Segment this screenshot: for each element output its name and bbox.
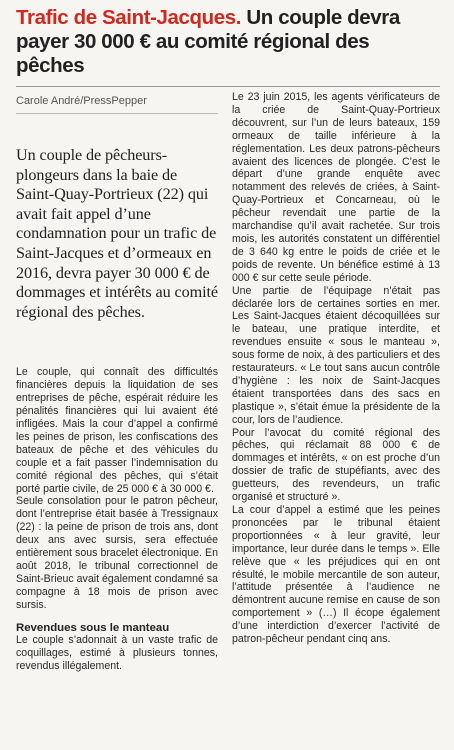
article-columns xyxy=(16,91,440,673)
right-paragraph-1: Le 23 juin 2015, les agents vérificateurs de la criée de Saint-Quay-Portrieux découvrent, sur l’un de leurs bateaux, 159 ormeaux de taille inférieure à la réglementation. Les deux patrons-pêcheurs avaient des licences de plongée. C’est le départ d’une grande enquête avec notamment des relevés de criées, à Saint-Quay-Portrieux et Concarneau, où le pêcheur revendait une partie de la marchandise qu’il avait rachetée. Sur trois mois, les autorités constatent un différentiel de 3 640 kg entre le poids de criée et le poids de revente. Un bénéfice estimé à 13 000 € sur cette seule période. xyxy=(232,91,440,284)
subheading: Revendues sous le manteau xyxy=(16,621,170,634)
lead-paragraph: Un couple de pêcheurs-plongeurs dans la baie de Saint-Quay-Portrieux (22) qui avait fait appel d’une condamnation pour un trafic de Saint-Jacques et d’ormeaux en 2016, devra payer 30 000 € de dommages et intérêts au comité régional des pêches. xyxy=(16,146,218,321)
byline: Carole André/PressPepper xyxy=(16,91,218,114)
headline xyxy=(16,6,440,78)
right-paragraph-2: Une partie de l’équipage n’était pas déclarée lors de certaines sorties en mer. Les Saint-Jacques étaient décoquillées sur le bateau, une pratique interdite, et revendues ensuite « sous le manteau », sous forme de noix, à des particuliers et des restaurateurs. « Le tout sans aucun contrôle d’hygiène : les noix de Saint-Jacques étaient transportées dans des sacs en plastique », s’était émue la présidente de la cour, lors de l’audience. xyxy=(232,284,440,426)
right-paragraph-4: La cour d’appel a estimé que les peines prononcées par le tribunal étaient proportionnées « à leur gravité, leur importance, leur durée dans le temps ». Elle relève que « les préjudices qui en ont résulté, le mobile mercantile de son auteur, l’attitude présentée à l’audience ne démontrent aucune remise en cause de son comportement » (…) Il écope également d’une interdiction d’exercer l’activité de patron-pêcheur pendant cinq ans. xyxy=(232,504,440,646)
left-paragraph-3: Le couple s’adonnait à un vaste trafic de coquillages, estimé à plusieurs tonnes, revendus illégalement. xyxy=(16,634,218,673)
left-paragraph-1: Le couple, qui connaît des difficultés financières depuis la liquidation de ses entreprises de pêche, espérait réduire les pénalités financières qui lui avaient été infligées. Mais la cour d’appel a confirmé les peines de prison, les confiscations des bateaux de pêche et des véhicules du couple et a fait passer l’indemnisation du comité régional des pêches, qui s’était porté partie civile, de 25 000 € à 30 000 €. xyxy=(16,366,218,495)
headline-rule xyxy=(16,86,440,87)
headline-kicker: Trafic de Saint-Jacques. xyxy=(16,6,242,29)
right-paragraph-3: Pour l’avocat du comité régional des pêches, qui réclamait 88 000 € de dommages et intérêts, « on est proche d’un dossier de trafic de stupéfiants, avec des guetteurs, des revendeurs, un trafic organisé et structuré ». xyxy=(232,426,440,504)
headline-title: Un couple devra payer 30 000 € au comité régional des pêches xyxy=(16,6,400,77)
right-column xyxy=(224,91,440,673)
left-body xyxy=(16,366,218,673)
left-paragraph-2: Seule consolation pour le patron pêcheur, dont l’entreprise était basée à Tressignaux (22) : la peine de prison de trois ans, dont deux ans avec sursis, sera effectuée entièrement sous bracelet électronique. En août 2018, le tribunal correctionnel de Saint-Brieuc avait également condamné sa compagne à 18 mois de prison avec sursis. xyxy=(16,495,218,611)
left-column xyxy=(16,91,224,673)
